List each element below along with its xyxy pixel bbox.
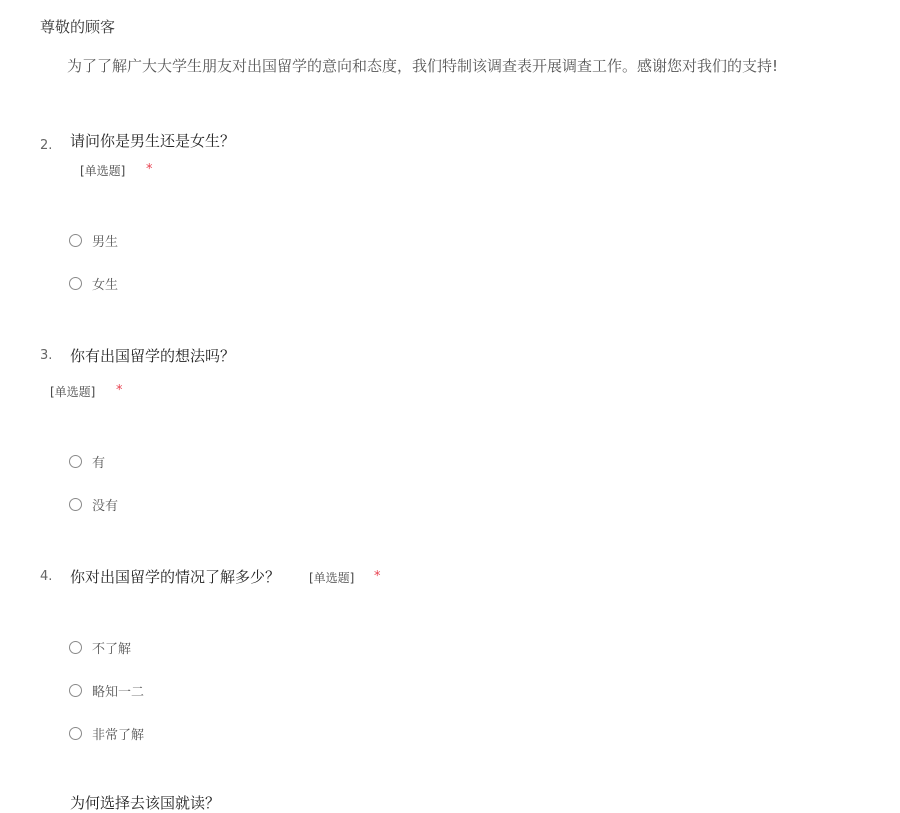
radio-option-very-familiar[interactable] xyxy=(69,724,144,742)
question-number: 2. xyxy=(40,138,53,153)
radio-button-icon[interactable] xyxy=(69,684,82,697)
radio-button-icon[interactable] xyxy=(69,498,82,511)
required-mark: * xyxy=(374,569,381,584)
option-label: 非常了解 xyxy=(92,727,145,743)
radio-option-no[interactable] xyxy=(69,495,118,513)
radio-button-icon[interactable] xyxy=(69,277,82,290)
radio-option-not-familiar[interactable] xyxy=(69,638,131,656)
radio-option-yes[interactable] xyxy=(69,452,105,470)
radio-button-icon[interactable] xyxy=(69,455,82,468)
option-label: 男生 xyxy=(92,234,119,250)
question-type-tag: [单选题] xyxy=(80,164,126,178)
radio-button-icon[interactable] xyxy=(69,641,82,654)
radio-button-icon[interactable] xyxy=(69,727,82,740)
question-type-tag: [单选题] xyxy=(309,571,355,585)
required-mark: * xyxy=(146,162,153,177)
option-label: 有 xyxy=(92,455,106,471)
next-question-title: 为何选择去该国就读？ xyxy=(70,794,221,812)
required-mark: * xyxy=(116,383,123,398)
radio-option-female[interactable] xyxy=(69,274,118,292)
question-type-tag: [单选题] xyxy=(50,385,96,399)
radio-option-somewhat-familiar[interactable] xyxy=(69,681,144,699)
radio-button-icon[interactable] xyxy=(69,234,82,247)
survey-greeting: 尊敬的顾客 xyxy=(40,18,116,36)
question-number: 3. xyxy=(40,348,53,363)
survey-intro: 为了了解广大大学生朋友对出国留学的意向和态度，我们特制该调查表开展调查工作。感谢您对我们的支持! xyxy=(67,57,779,75)
question-title: 你有出国留学的想法吗？ xyxy=(70,347,236,365)
question-title: 请问你是男生还是女生？ xyxy=(70,132,236,150)
option-label: 略知一二 xyxy=(92,684,145,700)
option-label: 不了解 xyxy=(92,641,132,657)
option-label: 没有 xyxy=(92,498,119,514)
question-number: 4. xyxy=(40,569,53,584)
option-label: 女生 xyxy=(92,277,119,293)
radio-option-male[interactable] xyxy=(69,231,118,249)
question-title: 你对出国留学的情况了解多少？ xyxy=(70,568,281,586)
